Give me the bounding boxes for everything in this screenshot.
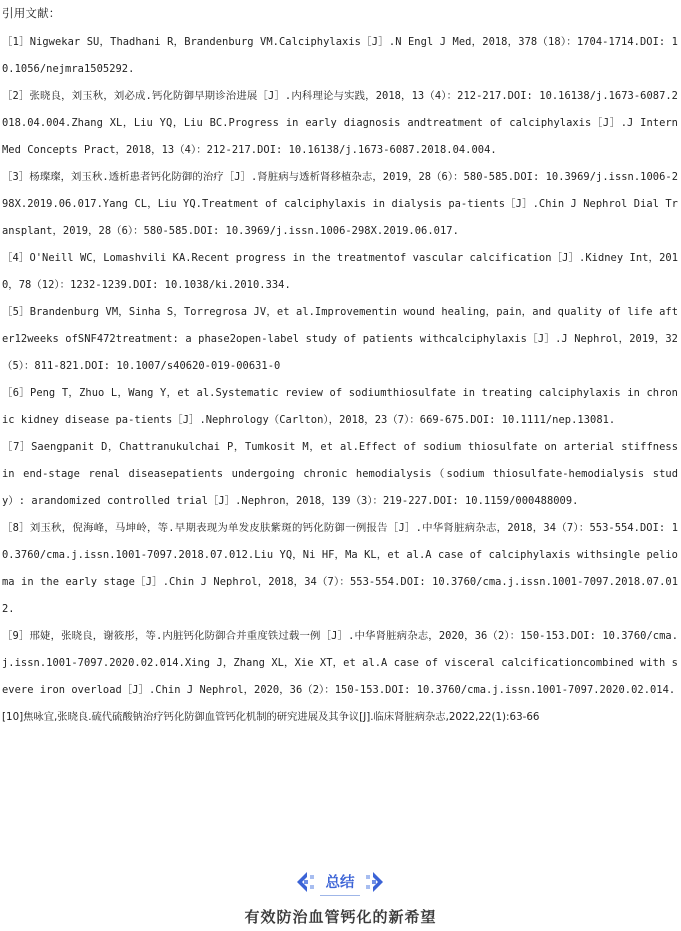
- reference-item-6: ［6］Peng T，Zhuo L，Wang Y，et al.Systematic review of sodiumthiosulfate in treating calciphylaxis in chronic kidney disease pa-tients［J］.Nephrology（Carlton），2018，23（7）：669-675.DOI: 10.1111/nep.13081.: [2, 387, 678, 426]
- summary-subtitle: 有效防治血管钙化的新希望: [244, 908, 437, 926]
- summary-underline: [320, 895, 360, 896]
- reference-item-4: ［4］O'Neill WC，Lomashvili KA.Recent progress in the treatmentof vascular calcification［J］.Kidney Int，2010，78（12）：1232-1239.DOI: 10.1038/ki.2010.334.: [2, 252, 678, 291]
- reference-item-8: ［8］刘玉秋，倪海峰，马坤岭，等.早期表现为单发皮肤紫斑的钙化防御一例报告［J］.中华肾脏病杂志，2018，34（7）：553-554.DOI: 10.3760/cma.j.issn.1001-7097.2018.07.012.Liu YQ，Ni HF，Ma KL，et al.A case of calciphylaxis withsingle pelioma in the early stage［J］.Chin J Nephrol，2018，34（7）：553-554.DOI: 10.3760/cma.j.issn.1001-7097.2018.07.012.: [2, 522, 678, 615]
- reference-item-5: ［5］Brandenburg VM，Sinha S，Torregrosa JV，et al.Improvementin wound healing，pain，and quality of life after12weeks ofSNF472treatment: a phase2open-label study of patients withcalciphylaxis［J］.J Nephrol，2019，32（5）：811-821.DOI: 10.1007/s40620-019-00631-0: [2, 306, 678, 372]
- references-heading: 引用文献：: [2, 6, 61, 20]
- reference-item-2: ［2］张晓良，刘玉秋，刘必成.钙化防御早期诊治进展［J］.内科理论与实践，2018，13（4）：212-217.DOI: 10.16138/j.1673-6087.2018.04.004.Zhang XL，Liu YQ，Liu BC.Progress in early diagnosis andtreatment of calciphylaxis［J］.J Intern Med Concepts Pract，2018，13（4）：212-217.DOI: 10.16138/j.1673-6087.2018.04.004.: [2, 90, 678, 156]
- summary-label: 总结: [325, 875, 355, 891]
- reference-item-1: ［1］Nigwekar SU，Thadhani R，Brandenburg VM.Calciphylaxis［J］.N Engl J Med，2018，378（18）：1704-1714.DOI: 10.1056/nejmra1505292.: [2, 36, 678, 75]
- reference-item-3: ［3］杨璨璨，刘玉秋.透析患者钙化防御的治疗［J］.肾脏病与透析肾移植杂志，2019，28（6）：580-585.DOI: 10.3969/j.issn.1006-298X.2019.06.017.Yang CL，Liu YQ.Treatment of calciphylaxis in dialysis pa-tients［J］.Chin J Nephrol Dial Transplant，2019，28（6）：580-585.DOI: 10.3969/j.issn.1006-298X.2019.06.017.: [2, 171, 678, 237]
- reference-item-10: [10]焦咏宜,张晓良.硫代硫酸钠治疗钙化防御血管钙化机制的研究进展及其争议[J].临床肾脏病杂志,2022,22(1):63-66: [2, 711, 540, 723]
- summary-badge: [291, 868, 389, 898]
- reference-item-7: ［7］Saengpanit D，Chattranukulchai P，Tumkosit M，et al.Effect of sodium thiosulfate on arterial stiffness in end-stage renal diseasepatients undergoing chronic hemodialysis（sodium thiosulfate-hemodialysis study）: arandomized controlled trial［J］.Nephron，2018，139（3）：219-227.DOI: 10.1159/000488009.: [2, 441, 678, 507]
- reference-list: [2, 29, 678, 731]
- reference-item-9: ［9］邢婕，张晓良，谢筱彤，等.内脏钙化防御合并重度铁过载一例［J］.中华肾脏病杂志，2020，36（2）：150-153.DOI: 10.3760/cma.j.issn.1001-7097.2020.02.014.Xing J，Zhang XL，Xie XT，et al.A case of visceral calcificationcombined with severe iron overload［J］.Chin J Nephrol，2020，36（2）：150-153.DOI: 10.3760/cma.j.issn.1001-7097.2020.02.014.: [2, 630, 678, 696]
